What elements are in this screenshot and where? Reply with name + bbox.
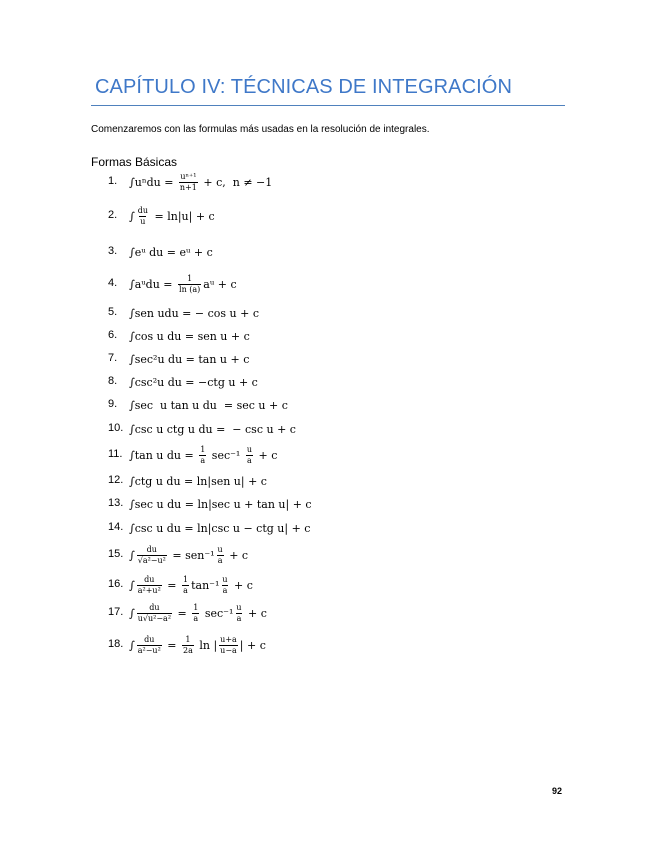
formula-expression (129, 324, 250, 348)
fraction-denominator: a (236, 613, 242, 623)
formula-number: 9. (108, 398, 118, 410)
fraction (221, 576, 228, 595)
formula-text: sec⁻¹ (201, 606, 234, 620)
formula-text: ∫ (129, 548, 135, 562)
formula-expression (129, 543, 248, 567)
fraction (182, 576, 189, 595)
fraction (246, 446, 253, 465)
formula-number: 17. (108, 606, 124, 618)
formula-text: = (163, 638, 180, 652)
formula-text: + c (225, 548, 249, 562)
formula-number: 14. (108, 521, 124, 533)
fraction-denominator: a²−u² (137, 645, 161, 655)
formula-text: tan⁻¹ (191, 578, 220, 592)
formula-text: ∫cos u du = sen u + c (129, 329, 250, 343)
formula-text: ∫ (129, 578, 135, 592)
formula-number: 4. (108, 277, 118, 289)
fraction (217, 546, 224, 565)
formula-number: 12. (108, 474, 124, 486)
page-number: 92 (552, 786, 563, 796)
formula-text: ∫sec u du = ln|sec u + tan u| + c (129, 497, 312, 511)
chapter-title: CAPÍTULO IV: TÉCNICAS DE INTEGRACIÓN (95, 76, 512, 98)
fraction-numerator: du (137, 205, 149, 215)
formula-number: 2. (108, 209, 118, 221)
fraction-numerator: 1 (183, 574, 189, 584)
fraction-denominator: u (140, 216, 146, 226)
fraction-numerator: u (217, 544, 223, 554)
formula-text: ∫sec u tan u du = sec u + c (129, 398, 288, 412)
formula-expression (129, 347, 249, 371)
formula-text: ∫csc u ctg u du = − csc u + c (129, 422, 296, 436)
formula-number: 16. (108, 578, 124, 590)
formula-text: ∫csc²u du = −ctg u + c (129, 375, 258, 389)
formula-number: 6. (108, 329, 118, 341)
formula-expression (129, 240, 213, 264)
section-heading: Formas Básicas (91, 155, 178, 169)
formula-text: = sen⁻¹ (168, 548, 215, 562)
formula-text: ∫csc u du = ln|csc u − ctg u| + c (129, 521, 311, 535)
fraction-numerator: 1 (185, 634, 191, 644)
formula-text: ∫aᵘdu = (129, 277, 177, 291)
fraction-denominator: u−a (220, 645, 237, 655)
formula-number: 15. (108, 548, 124, 560)
formula-expression (129, 272, 237, 296)
fraction (137, 207, 149, 226)
fraction-numerator: 1 (200, 444, 206, 454)
formula-number: 8. (108, 375, 118, 387)
fraction-denominator: √a²−u² (137, 555, 166, 565)
formula-expression (129, 601, 267, 625)
formula-expression (129, 492, 312, 516)
fraction (219, 636, 238, 655)
fraction-numerator: 1 (187, 273, 193, 283)
formula-number: 3. (108, 245, 118, 257)
fraction (179, 173, 198, 192)
fraction-numerator: u (246, 444, 252, 454)
fraction-denominator: ln (a) (179, 284, 201, 294)
intro-paragraph: Comenzaremos con las formulas más usadas en la resolución de integrales. (91, 124, 430, 135)
formula-text: = (163, 578, 180, 592)
formula-text: | + c (239, 638, 266, 652)
formula-expression (129, 301, 259, 325)
formula-expression (129, 573, 253, 597)
fraction-numerator: u (222, 574, 228, 584)
fraction-numerator: du (149, 602, 160, 612)
fraction-denominator: 2a (183, 645, 193, 655)
fraction-denominator: a (222, 585, 228, 595)
fraction (137, 636, 162, 655)
formula-expression (129, 204, 215, 228)
formula-number: 10. (108, 422, 124, 434)
formula-expression (129, 633, 266, 657)
fraction-denominator: a (200, 455, 206, 465)
fraction-denominator: a (193, 613, 199, 623)
fraction-denominator: a (247, 455, 252, 465)
fraction (235, 604, 242, 623)
formula-text: + c (255, 448, 278, 462)
formula-number: 1. (108, 175, 118, 187)
formula-text: ∫eᵘ du = eᵘ + c (129, 245, 213, 259)
formula-number: 18. (108, 638, 124, 650)
fraction-numerator: du (144, 574, 155, 584)
formula-text: ∫ (129, 209, 135, 223)
formula-text: ∫sen udu = − cos u + c (129, 306, 259, 320)
fraction-denominator: a (183, 585, 188, 595)
fraction-denominator: u√u²−a² (137, 613, 172, 623)
fraction-numerator: uⁿ⁺¹ (180, 171, 197, 181)
fraction-numerator: u (236, 602, 242, 612)
formula-text: = (174, 606, 191, 620)
formula-number: 11. (108, 448, 123, 460)
formula-number: 5. (108, 306, 118, 318)
formula-number: 7. (108, 352, 118, 364)
formula-text: = ln|u| + c (151, 209, 215, 223)
fraction (182, 636, 194, 655)
formula-text: sec⁻¹ (208, 448, 244, 462)
fraction (137, 576, 162, 595)
fraction-numerator: du (144, 634, 155, 644)
formula-expression (129, 170, 272, 194)
formula-expression (129, 469, 267, 493)
fraction-denominator: n+1 (179, 182, 197, 192)
fraction-numerator: 1 (193, 602, 199, 612)
formula-number: 13. (108, 497, 124, 509)
formula-expression (129, 516, 310, 540)
fraction-denominator: a²+u² (137, 585, 161, 595)
formula-text: + c (244, 606, 267, 620)
formula-expression (129, 417, 296, 441)
fraction (192, 604, 199, 623)
fraction (199, 446, 206, 465)
formula-expression (129, 370, 258, 394)
fraction (178, 275, 201, 294)
fraction (137, 546, 167, 565)
formula-text: ln | (195, 638, 218, 652)
formula-expression (129, 443, 277, 467)
formula-text: ∫ (129, 606, 135, 620)
fraction-numerator: u+a (220, 634, 237, 644)
formula-text: aᵘ + c (203, 277, 237, 291)
formula-text: ∫uⁿdu = (129, 175, 177, 189)
formula-text: + c, n ≠ −1 (199, 175, 273, 189)
formula-text: ∫ctg u du = ln|sen u| + c (129, 474, 267, 488)
formula-text: + c (230, 578, 253, 592)
formula-text: ∫sec²u du = tan u + c (129, 352, 250, 366)
formula-text: ∫ (129, 638, 135, 652)
formula-expression (129, 393, 288, 417)
title-underline (91, 105, 565, 106)
fraction (137, 604, 172, 623)
fraction-denominator: a (217, 555, 223, 565)
fraction-numerator: du (146, 544, 157, 554)
formula-text: ∫tan u du = (129, 448, 198, 462)
